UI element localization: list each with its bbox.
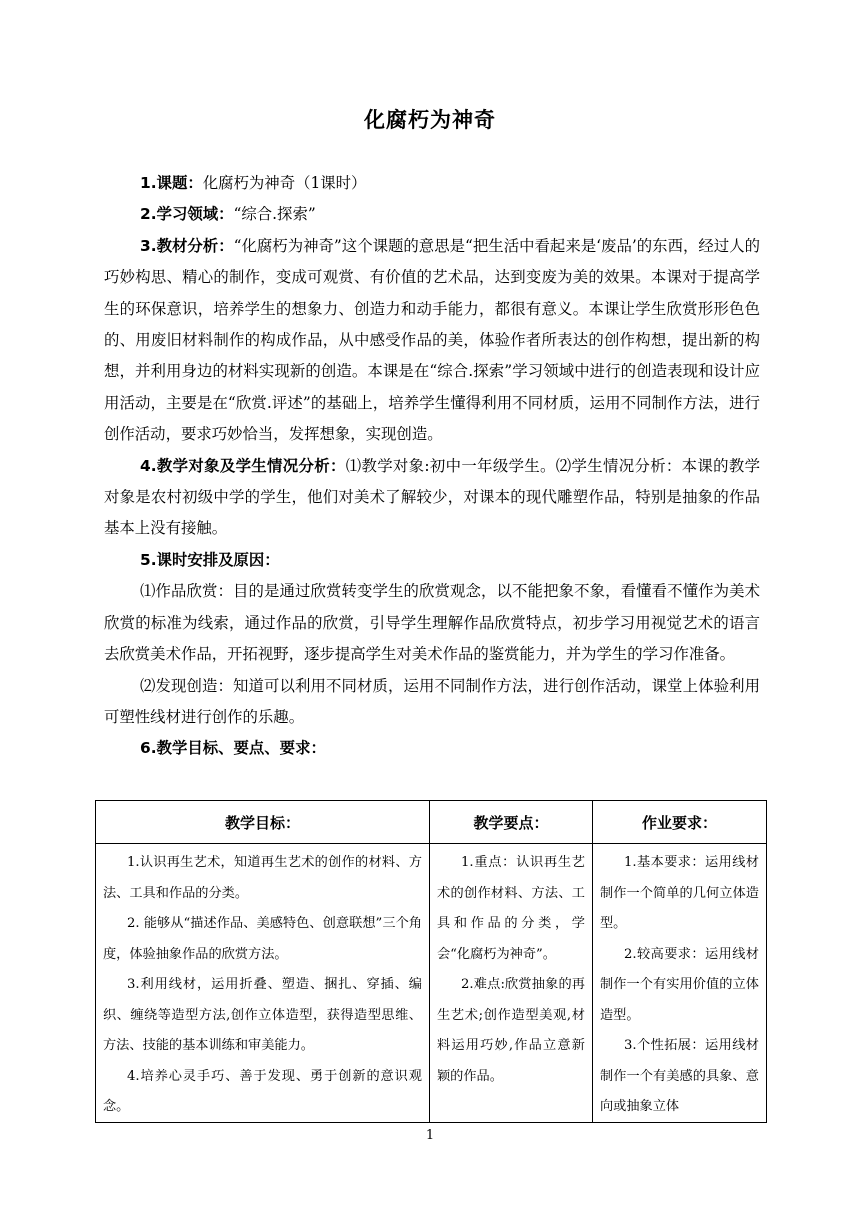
field-line [104,199,760,230]
point-item: 1.重点：认识再生艺术的创作材料、方法、工具和作品的分类，学会“化腐朽为神奇”。 [437,855,585,962]
goal-item: 4.培养心灵手巧、善于发现、勇于创新的意识观念。 [103,1068,422,1114]
schedule-label: 5.课时安排及原因： [140,550,280,569]
goals-table [95,800,767,1123]
schedule-heading [104,545,760,576]
requirement-item: 1.基本要求：运用线材制作一个简单的几何立体造型。 [600,855,759,931]
goals-heading-label: 6.教学目标、要点、要求： [140,739,326,758]
points-cell [430,844,593,1123]
topic-text: 化腐朽为神奇（1课时） [202,174,367,192]
analysis-label: 3.教材分析： [140,236,234,255]
table-header-row [96,801,767,844]
page-title: 化腐朽为神奇 [364,108,496,132]
students-label: 4.教学对象及学生情况分析： [140,456,346,475]
analysis-text: “化腐朽为神奇”这个课题的意思是“把生活中看起来是‘废品’的东西，经过人的巧妙构思、精心的制作，变成可观赏、有价值的艺术品，达到变废为美的效果。本课对于提高学生的环保意识，培养学生的想象力、创造力和动手能力，都很有意义。本课让学生欣赏形形色色的、用废旧材料制作的构成作品，从中感受作品的美，体验作者所表达的创作构想，提出新的构想，并利用身边的材料实现新的创造。本课是在“综合.探索”学习领域中进行的创造表现和设计应用活动，主要是在“欣赏.评述”的基础上，培养学生懂得利用不同材质，运用不同制作方法，进行创作活动，要求巧妙恰当，发挥想象，实现创造。 [104,236,760,444]
goal-item: 3.利用线材，运用折叠、塑造、捆扎、穿插、编织、缠绕等造型方法,创作立体造型，获得造型思维、方法、技能的基本训练和审美能力。 [103,977,422,1053]
goal-item: 2. 能够从“描述作品、美感特色、创意联想”三个角度，体验抽象作品的欣赏方法。 [103,916,422,962]
point-item: 2.难点:欣赏抽象的再生艺术;创作造型美观,材料运用巧妙,作品立意新颖的作品。 [437,977,585,1084]
schedule-item-1: ⑴作品欣赏：目的是通过欣赏转变学生的欣赏观念，以不能把象不象，看懂看不懂作为美术欣赏的标准为线索，通过作品的欣赏，引导学生理解作品欣赏特点，初步学习用视觉艺术的语言去欣赏美术作品，开拓视野，逐步提高学生对美术作品的鉴赏能力，并为学生的学习作准备。 [104,582,760,664]
topic-line [104,168,760,199]
lesson-body [104,168,760,765]
page-number: 1 [425,1128,435,1143]
goal-item: 1.认识再生艺术，知道再生艺术的创作的材料、方法、工具和作品的分类。 [103,855,422,901]
students-paragraph [104,451,760,545]
header-goals: 教学目标： [96,801,430,844]
header-points: 教学要点： [430,801,593,844]
field-text: “综合.探索” [233,205,316,224]
header-requirements: 作业要求： [593,801,767,844]
table-row [96,844,767,1123]
field-label: 2.学习领域： [140,205,234,224]
requirement-item: 2.较高要求：运用线材制作一个有实用价值的立体造型。 [600,946,759,1023]
students-text: ⑴教学对象:初中一年级学生。⑵学生情况分析：本课的教学对象是农村初级中学的学生，他们对美术了解较少，对课本的现代雕塑作品，特别是抽象的作品基本上没有接触。 [104,456,760,538]
goals-cell [96,844,430,1123]
goals-heading [104,733,760,764]
requirements-cell [593,844,767,1123]
requirement-item: 3.个性拓展：运用线材制作一个有美感的具象、意向或抽象立体 [600,1038,759,1114]
analysis-paragraph [104,231,760,451]
topic-label: 1.课题： [140,174,203,192]
schedule-item-2: ⑵发现创造：知道可以利用不同材质，运用不同制作方法，进行创作活动，课堂上体验利用可塑性线材进行创作的乐趣。 [104,676,760,726]
